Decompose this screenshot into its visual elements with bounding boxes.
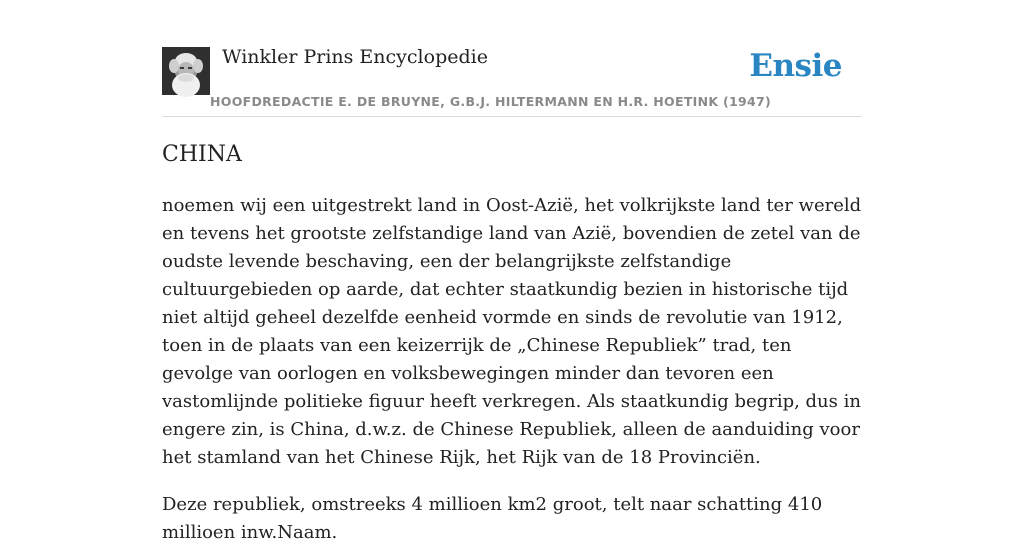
editors-subtitle: HOOFDREDACTIE E. DE BRUYNE, G.B.J. HILTERMANN EN H.R. HOETINK (1947): [210, 94, 772, 109]
article-paragraph: Deze republiek, omstreeks 4 millioen km2 groot, telt naar schatting 410 millioen inw.Naam.: [162, 494, 823, 543]
portrait-photo-icon: [162, 47, 210, 95]
site-title[interactable]: Winkler Prins Encyclopedie: [222, 46, 488, 68]
encyclopedia-portrait-avatar[interactable]: [162, 47, 210, 95]
article: [162, 138, 867, 547]
site-header: [162, 44, 862, 117]
article-paragraph: noemen wij een uitgestrekt land in Oost-Azië, het volkrijkste land ter wereld en tevens het grootste zelfstandige land van Azië, bovendien de zetel van de oudste levende beschaving, een der belangrijkste zelfstandige cultuurgebieden op aarde, dat echter staatkundig bezien in historische tijd niet altijd geheel dezelfde eenheid vormde en sinds de revolutie van 1912, toen in de plaats van een keizerrijk de „Chinese Republiek” trad, ten gevolge van oorlogen en volksbewegingen minder dan tevoren een vastomlijnde politieke figuur heeft verkregen. Als staatkundig begrip, dus in engere zin, is China, d.w.z. de Chinese Republiek, alleen de aanduiding voor het stamland van het Chinese Rijk, het Rijk van de 18 Provinciën.: [162, 195, 862, 468]
ensie-logo[interactable]: Ensie: [749, 48, 842, 84]
article-title: CHINA: [162, 142, 242, 167]
